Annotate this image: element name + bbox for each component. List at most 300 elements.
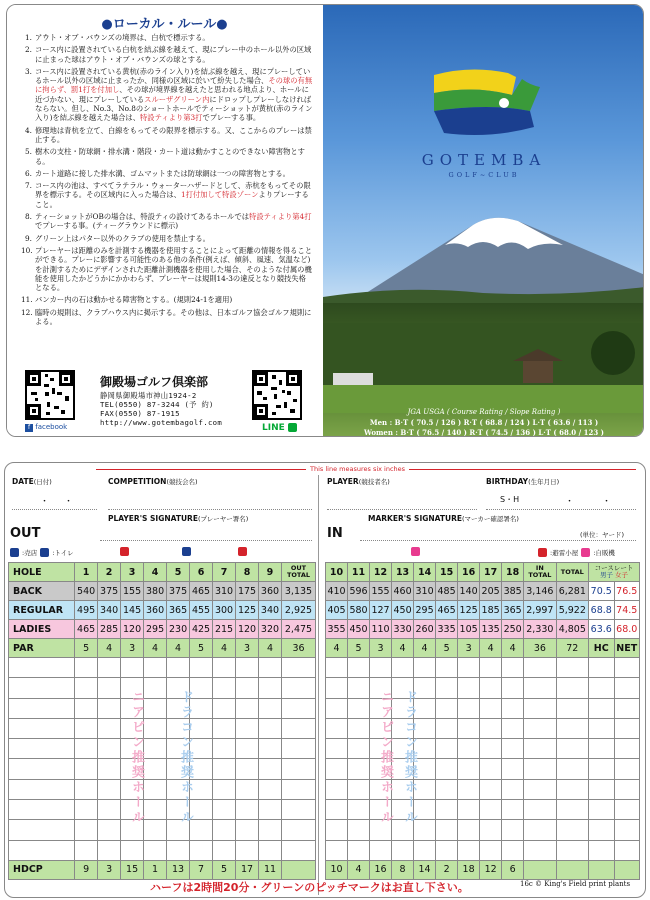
score-entry-cell[interactable] <box>348 658 370 678</box>
score-entry-cell[interactable] <box>326 840 348 860</box>
score-entry-cell[interactable] <box>436 759 458 779</box>
ladies-yardage: 2,475 <box>281 620 315 639</box>
hdcp-value: 9 <box>75 860 98 879</box>
score-entry-cell[interactable] <box>259 820 282 840</box>
score-entry-cell[interactable] <box>589 678 614 698</box>
score-entry-cell[interactable] <box>502 678 524 698</box>
score-entry-cell[interactable] <box>436 678 458 698</box>
hole-number: 3 <box>121 563 144 582</box>
line-qr-code[interactable] <box>252 370 302 420</box>
score-entry-cell[interactable] <box>348 759 370 779</box>
score-entry-cell[interactable] <box>524 779 556 799</box>
score-entry-cell[interactable] <box>213 678 236 698</box>
player-name-cell[interactable] <box>9 678 75 698</box>
score-entry-row <box>326 678 640 698</box>
score-entry-cell[interactable] <box>236 759 259 779</box>
rule-number: 10. <box>21 245 33 255</box>
par-yardage: 4 <box>259 639 282 658</box>
score-entry-cell[interactable] <box>236 739 259 759</box>
line-icon <box>288 423 297 432</box>
score-entry-cell[interactable] <box>98 840 121 860</box>
score-entry-cell[interactable] <box>589 698 614 718</box>
score-entry-cell[interactable] <box>236 800 259 820</box>
par-row <box>9 639 316 658</box>
score-entry-cell[interactable] <box>524 820 556 840</box>
course-rate-header <box>589 563 640 582</box>
score-entry-cell[interactable] <box>144 658 167 678</box>
score-entry-cell[interactable] <box>458 800 480 820</box>
score-entry-cell[interactable] <box>370 658 392 678</box>
score-entry-cell[interactable] <box>414 658 436 678</box>
score-entry-cell[interactable] <box>326 800 348 820</box>
score-entry-cell[interactable] <box>144 779 167 799</box>
score-entry-cell[interactable] <box>392 840 414 860</box>
score-entry-cell[interactable] <box>556 800 588 820</box>
score-entry-cell[interactable] <box>98 718 121 738</box>
score-entry-cell[interactable] <box>98 698 121 718</box>
score-entry-row <box>326 800 640 820</box>
score-entry-cell[interactable] <box>281 820 315 840</box>
score-entry-cell[interactable] <box>614 739 640 759</box>
score-entry-cell[interactable] <box>589 658 614 678</box>
local-rules-panel <box>7 5 322 437</box>
facebook-qr-code[interactable] <box>25 370 75 420</box>
score-entry-cell[interactable] <box>213 820 236 840</box>
regular-value: 405 <box>326 601 348 620</box>
regular-value: 295 <box>414 601 436 620</box>
birthday-field[interactable] <box>486 509 636 510</box>
score-entry-cell[interactable] <box>348 698 370 718</box>
score-entry-cell[interactable] <box>614 678 640 698</box>
score-entry-cell[interactable] <box>458 840 480 860</box>
score-entry-cell[interactable] <box>589 718 614 738</box>
score-entry-cell[interactable] <box>524 678 556 698</box>
back-yardage: 380 <box>144 582 167 601</box>
score-entry-cell[interactable] <box>524 718 556 738</box>
score-entry-cell[interactable] <box>281 779 315 799</box>
score-entry-cell[interactable] <box>326 698 348 718</box>
score-entry-cell[interactable] <box>589 800 614 820</box>
score-entry-cell[interactable] <box>75 739 98 759</box>
local-rules-card <box>6 4 644 437</box>
ladies-value: 355 <box>326 620 348 639</box>
score-entry-cell[interactable] <box>213 800 236 820</box>
score-entry-cell[interactable] <box>144 678 167 698</box>
score-entry-cell[interactable] <box>589 779 614 799</box>
score-entry-cell[interactable] <box>326 820 348 840</box>
score-entry-cell[interactable] <box>236 820 259 840</box>
score-entry-cell[interactable] <box>281 739 315 759</box>
score-entry-cell[interactable] <box>75 678 98 698</box>
score-entry-cell[interactable] <box>144 739 167 759</box>
line-link[interactable] <box>262 423 297 433</box>
score-entry-cell[interactable] <box>348 718 370 738</box>
score-entry-cell[interactable] <box>480 800 502 820</box>
hole-row <box>9 563 316 582</box>
back-value: 460 <box>392 582 414 601</box>
score-entry-cell[interactable] <box>436 800 458 820</box>
score-entry-cell[interactable] <box>326 678 348 698</box>
back-value: 410 <box>326 582 348 601</box>
score-entry-cell[interactable] <box>144 698 167 718</box>
score-entry-cell[interactable] <box>259 658 282 678</box>
score-entry-cell[interactable] <box>436 718 458 738</box>
score-entry-cell[interactable] <box>281 698 315 718</box>
score-entry-cell[interactable] <box>75 820 98 840</box>
score-entry-cell[interactable] <box>190 840 213 860</box>
hole-number: 9 <box>259 563 282 582</box>
score-entry-row <box>9 739 316 759</box>
regular-value: 5,922 <box>556 601 588 620</box>
back-yardage: 310 <box>213 582 236 601</box>
score-entry-cell[interactable] <box>614 779 640 799</box>
par-value: 4 <box>414 639 436 658</box>
score-entry-cell[interactable] <box>326 739 348 759</box>
score-entry-cell[interactable] <box>556 759 588 779</box>
score-entry-cell[interactable] <box>348 678 370 698</box>
score-entry-cell[interactable] <box>502 739 524 759</box>
hdcp-value: 15 <box>121 860 144 879</box>
rule-number: 6. <box>25 168 32 178</box>
rule-number: 4. <box>25 125 32 135</box>
hole-row <box>326 563 640 582</box>
score-entry-cell[interactable] <box>556 718 588 738</box>
score-entry-cell[interactable] <box>236 698 259 718</box>
score-entry-cell[interactable] <box>458 820 480 840</box>
ladies-value: 250 <box>502 620 524 639</box>
score-entry-cell[interactable] <box>121 658 144 678</box>
back-value: 155 <box>370 582 392 601</box>
ladies-row <box>326 620 640 639</box>
ladies-label: LADIES <box>9 620 75 639</box>
unit-label: (単位：ヤード) <box>580 531 625 539</box>
legend-shop-label: :売店 <box>22 549 38 557</box>
score-entry-cell[interactable] <box>259 759 282 779</box>
player-name-cell[interactable] <box>9 759 75 779</box>
score-entry-cell[interactable] <box>121 840 144 860</box>
score-entry-cell[interactable] <box>480 739 502 759</box>
score-entry-cell[interactable] <box>524 759 556 779</box>
score-entry-cell[interactable] <box>326 658 348 678</box>
score-entry-cell[interactable] <box>524 658 556 678</box>
score-entry-cell[interactable] <box>259 739 282 759</box>
score-entry-cell[interactable] <box>213 739 236 759</box>
score-entry-cell[interactable] <box>98 658 121 678</box>
score-entry-cell[interactable] <box>348 800 370 820</box>
score-entry-cell[interactable] <box>75 779 98 799</box>
score-entry-cell[interactable] <box>502 698 524 718</box>
score-entry-cell[interactable] <box>614 698 640 718</box>
score-entry-cell[interactable] <box>502 759 524 779</box>
out-label: OUT <box>10 526 41 541</box>
date-dot-2: ・ <box>64 497 74 507</box>
score-entry-cell[interactable] <box>480 759 502 779</box>
hdcp-value: 1 <box>144 860 167 879</box>
score-entry-cell[interactable] <box>436 820 458 840</box>
hdcp-blank <box>614 860 640 879</box>
score-entry-cell[interactable] <box>556 779 588 799</box>
score-entry-cell[interactable] <box>614 800 640 820</box>
rule-number: 8. <box>25 212 32 222</box>
shelter-icon-hole-7 <box>238 547 247 556</box>
par-yardage: 4 <box>98 639 121 658</box>
ladies-value: 260 <box>414 620 436 639</box>
score-entry-cell[interactable] <box>167 658 190 678</box>
score-entry-cell[interactable] <box>236 779 259 799</box>
score-entry-cell[interactable] <box>524 840 556 860</box>
ladies-yardage: 230 <box>167 620 190 639</box>
score-entry-cell[interactable] <box>524 739 556 759</box>
back-value: 385 <box>502 582 524 601</box>
back-yardage: 540 <box>75 582 98 601</box>
hdcp-value: 16 <box>370 860 392 879</box>
score-entry-cell[interactable] <box>259 779 282 799</box>
score-entry-cell[interactable] <box>614 840 640 860</box>
score-entry-cell[interactable] <box>589 840 614 860</box>
score-entry-cell[interactable] <box>213 698 236 718</box>
score-entry-cell[interactable] <box>502 820 524 840</box>
player-field[interactable] <box>327 509 477 510</box>
score-entry-cell[interactable] <box>75 658 98 678</box>
club-url[interactable]: http://www.gotembagolf.com <box>100 418 223 427</box>
rule-item <box>21 181 313 209</box>
player-name-cell[interactable] <box>9 840 75 860</box>
score-entry-cell[interactable] <box>326 759 348 779</box>
out-total-header: OUT TOTAL <box>281 563 315 582</box>
score-entry-cell[interactable] <box>614 759 640 779</box>
par-yardage: 3 <box>236 639 259 658</box>
score-entry-cell[interactable] <box>458 739 480 759</box>
date-field[interactable] <box>12 509 97 510</box>
score-entry-cell[interactable] <box>144 759 167 779</box>
course-photo-panel <box>323 5 644 437</box>
score-entry-cell[interactable] <box>589 820 614 840</box>
score-entry-cell[interactable] <box>236 658 259 678</box>
markers-signature-field[interactable] <box>360 540 636 541</box>
score-entry-cell[interactable] <box>436 840 458 860</box>
score-entry-cell[interactable] <box>392 658 414 678</box>
ladies-value: 330 <box>392 620 414 639</box>
score-entry-cell[interactable] <box>144 718 167 738</box>
score-entry-cell[interactable] <box>556 658 588 678</box>
score-entry-cell[interactable] <box>556 698 588 718</box>
regular-value: 74.5 <box>614 601 640 620</box>
line-label: LINE <box>262 423 285 433</box>
score-entry-cell[interactable] <box>75 800 98 820</box>
hdcp-blank <box>589 860 614 879</box>
rule-item <box>21 308 313 327</box>
score-entry-cell[interactable] <box>98 820 121 840</box>
score-entry-cell[interactable] <box>502 800 524 820</box>
hdcp-value: 3 <box>98 860 121 879</box>
score-entry-cell[interactable] <box>458 698 480 718</box>
birthday-dot-1: ・ <box>565 497 575 507</box>
score-entry-cell[interactable] <box>556 840 588 860</box>
score-entry-cell[interactable] <box>480 718 502 738</box>
back-value: 596 <box>348 582 370 601</box>
out-score-table <box>8 562 316 880</box>
back-value: 310 <box>414 582 436 601</box>
score-entry-cell[interactable] <box>502 840 524 860</box>
hole-number: 10 <box>326 563 348 582</box>
score-entry-cell[interactable] <box>75 759 98 779</box>
score-entry-cell[interactable] <box>281 840 315 860</box>
score-entry-cell[interactable] <box>144 840 167 860</box>
score-entry-cell[interactable] <box>614 658 640 678</box>
ladies-yardage: 465 <box>75 620 98 639</box>
rule-text: アウト・オブ・バウンズの境界は、白杭で標示する。 <box>35 33 210 42</box>
hole-number: 11 <box>348 563 370 582</box>
score-entry-cell[interactable] <box>259 678 282 698</box>
score-entry-cell[interactable] <box>436 779 458 799</box>
score-entry-cell[interactable] <box>502 779 524 799</box>
back-yardage: 155 <box>121 582 144 601</box>
score-entry-cell[interactable] <box>213 658 236 678</box>
score-entry-cell[interactable] <box>436 658 458 678</box>
score-entry-cell[interactable] <box>259 840 282 860</box>
rule-number: 9. <box>25 233 32 243</box>
rule-number: 12. <box>21 307 33 317</box>
rule-text: プレーヤーは距離のみを計測する機器を使用することによって距離の情報を得ることができる。プレーに影響する可能性のある他の条件(例えば、傾斜、風速、気温など)を計測するためにデザインされた距離計測機器を使用した場合、そのような付属の機能を使用したかどうかにかかわらず、プレーヤーは規則14-3の違反となり競技失格となる。 <box>35 245 312 293</box>
score-entry-cell[interactable] <box>190 658 213 678</box>
score-entry-cell[interactable] <box>480 658 502 678</box>
score-entry-cell[interactable] <box>281 800 315 820</box>
score-entry-cell[interactable] <box>213 759 236 779</box>
clubhouse-scene-icon <box>323 323 644 413</box>
score-entry-cell[interactable] <box>98 779 121 799</box>
score-entry-cell[interactable] <box>502 658 524 678</box>
score-entry-cell[interactable] <box>480 779 502 799</box>
score-entry-cell[interactable] <box>259 698 282 718</box>
score-entry-cell[interactable] <box>524 698 556 718</box>
score-entry-cell[interactable] <box>75 718 98 738</box>
score-entry-cell[interactable] <box>75 698 98 718</box>
score-entry-cell[interactable] <box>98 739 121 759</box>
score-entry-cell[interactable] <box>614 718 640 738</box>
mount-fuji-icon <box>323 185 644 315</box>
player-name-cell[interactable] <box>9 698 75 718</box>
score-entry-cell[interactable] <box>213 718 236 738</box>
score-entry-cell[interactable] <box>348 739 370 759</box>
score-entry-cell[interactable] <box>348 820 370 840</box>
score-entry-cell[interactable] <box>480 820 502 840</box>
score-entry-cell[interactable] <box>98 759 121 779</box>
hole-number: 18 <box>502 563 524 582</box>
rule-item <box>21 67 313 123</box>
regular-yardage: 365 <box>167 601 190 620</box>
score-entry-cell[interactable] <box>458 718 480 738</box>
player-name-cell[interactable] <box>9 800 75 820</box>
score-entry-cell[interactable] <box>259 800 282 820</box>
ladies-yardage: 120 <box>121 620 144 639</box>
score-entry-cell[interactable] <box>348 840 370 860</box>
par-yardage: 5 <box>75 639 98 658</box>
score-entry-cell[interactable] <box>236 678 259 698</box>
hole-number: 15 <box>436 563 458 582</box>
score-entry-cell[interactable] <box>414 840 436 860</box>
score-entry-cell[interactable] <box>326 718 348 738</box>
score-entry-cell[interactable] <box>480 840 502 860</box>
score-entry-cell[interactable] <box>370 840 392 860</box>
hdcp-value: 8 <box>392 860 414 879</box>
par-value: 4 <box>392 639 414 658</box>
score-entry-cell[interactable] <box>236 718 259 738</box>
player-name-cell[interactable] <box>9 779 75 799</box>
score-entry-cell[interactable] <box>458 759 480 779</box>
score-entry-cell[interactable] <box>589 759 614 779</box>
score-entry-cell[interactable] <box>281 718 315 738</box>
score-entry-cell[interactable] <box>98 678 121 698</box>
rule-item <box>21 212 313 231</box>
score-entry-cell[interactable] <box>281 759 315 779</box>
legend-left <box>10 548 74 557</box>
ratings-men: Men : B·T ( 70.5 / 126 ) R·T ( 68.8 / 124 ) L·T ( 63.6 / 113 ) <box>369 418 599 427</box>
competition-field[interactable] <box>108 509 312 510</box>
score-entry-cell[interactable] <box>213 779 236 799</box>
score-entry-cell[interactable] <box>502 718 524 738</box>
score-entry-cell[interactable] <box>436 739 458 759</box>
score-entry-row <box>326 718 640 738</box>
score-entry-cell[interactable] <box>144 820 167 840</box>
facebook-link[interactable] <box>25 423 67 432</box>
hdcp-label: HDCP <box>9 860 75 879</box>
score-entry-cell[interactable] <box>144 800 167 820</box>
score-entry-row <box>9 678 316 698</box>
score-entry-cell[interactable] <box>236 840 259 860</box>
score-entry-cell[interactable] <box>458 658 480 678</box>
par-value: 3 <box>370 639 392 658</box>
score-entry-cell[interactable] <box>480 698 502 718</box>
back-yardage: 175 <box>236 582 259 601</box>
score-entry-cell[interactable] <box>213 840 236 860</box>
score-entry-cell[interactable] <box>98 800 121 820</box>
vending-machine-icon <box>581 548 590 557</box>
par-value: HC <box>589 639 614 658</box>
score-entry-cell[interactable] <box>458 678 480 698</box>
back-yardage: 375 <box>167 582 190 601</box>
players-signature-field[interactable] <box>100 540 312 541</box>
score-entry-cell[interactable] <box>556 739 588 759</box>
regular-yardage: 360 <box>144 601 167 620</box>
score-entry-cell[interactable] <box>326 779 348 799</box>
rule-item <box>21 126 313 145</box>
score-entry-cell[interactable] <box>614 820 640 840</box>
score-entry-cell[interactable] <box>348 779 370 799</box>
score-entry-cell[interactable] <box>167 840 190 860</box>
score-entry-cell[interactable] <box>556 678 588 698</box>
score-entry-cell[interactable] <box>75 840 98 860</box>
score-entry-cell[interactable] <box>589 739 614 759</box>
back-value: 3,146 <box>524 582 556 601</box>
score-entry-cell[interactable] <box>524 800 556 820</box>
player-name-cell[interactable] <box>9 820 75 840</box>
par-value: NET <box>614 639 640 658</box>
score-entry-cell[interactable] <box>259 718 282 738</box>
score-entry-cell[interactable] <box>281 678 315 698</box>
score-entry-cell[interactable] <box>556 820 588 840</box>
score-entry-cell[interactable] <box>281 658 315 678</box>
score-entry-cell[interactable] <box>458 779 480 799</box>
shelter-icon-hole-3 <box>120 547 129 556</box>
score-entry-cell[interactable] <box>436 698 458 718</box>
rule-text: 樹木の支柱・防球網・排水溝・階段・カート道は動かすことのできない障害物とする。 <box>35 147 305 166</box>
player-name-cell[interactable] <box>9 658 75 678</box>
player-name-cell[interactable] <box>9 718 75 738</box>
player-name-cell[interactable] <box>9 739 75 759</box>
regular-label: REGULAR <box>9 601 75 620</box>
regular-value: 450 <box>392 601 414 620</box>
score-entry-cell[interactable] <box>480 678 502 698</box>
